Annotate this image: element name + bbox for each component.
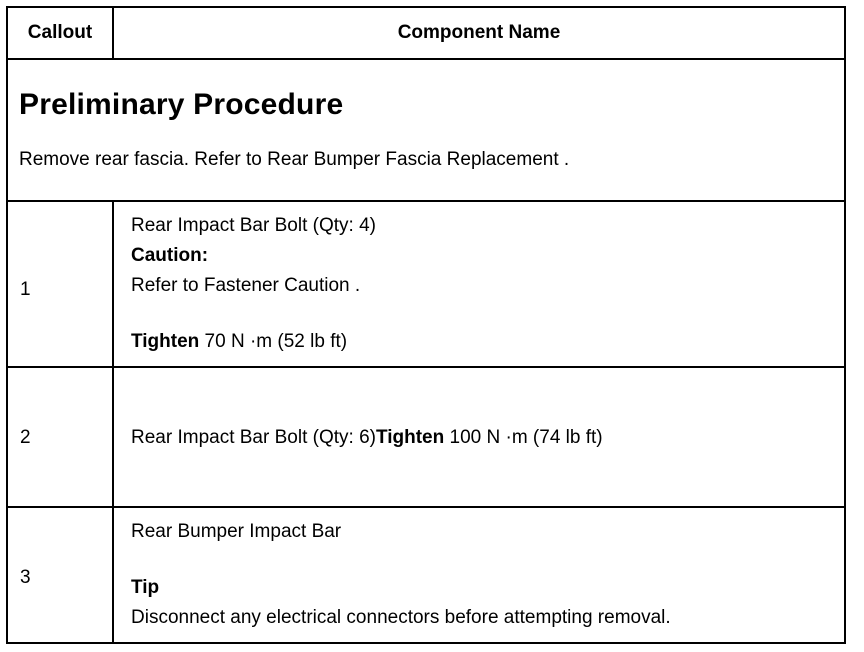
torque-spec [131,331,347,353]
preliminary-procedure-title: Preliminary Procedure [19,88,344,121]
tighten-value: 70 N ·m (52 lb ft) [204,331,348,352]
callout-cell [8,508,114,644]
tip-label: Tip [131,577,160,598]
component-name-with-torque [131,427,603,449]
component-name-column-header: Component Name [397,22,561,43]
component-name-cell [114,368,844,506]
tighten-label: Tighten [131,331,200,352]
component-name: Rear Impact Bar Bolt (Qty: 6) [131,427,376,448]
callout-cell [8,202,114,366]
caution-label: Caution: [131,245,209,266]
table-row [8,368,844,508]
component-name-cell [114,508,844,644]
callout-number: 1 [20,279,31,300]
callout-column-header: Callout [8,8,114,58]
component-name: Rear Bumper Impact Bar [131,521,342,542]
preliminary-procedure-text: Remove rear fascia. Refer to Rear Bumper Fascia Replacement . [19,149,570,170]
preliminary-procedure-section [8,60,844,202]
tip-text: Disconnect any electrical connectors before attempting removal. [131,607,671,628]
callout-number: 3 [20,567,31,588]
table-header-row [8,8,844,60]
table-row [8,202,844,368]
tighten-label: Tighten [375,427,445,448]
component-name-cell [114,202,844,366]
callout-number: 2 [20,427,31,448]
component-table [6,6,846,644]
caution-text: Refer to Fastener Caution . [131,275,361,296]
component-name: Rear Impact Bar Bolt (Qty: 4) [131,215,376,236]
tighten-value: 100 N ·m (74 lb ft) [449,427,603,448]
callout-cell [8,368,114,506]
table-row [8,508,844,644]
